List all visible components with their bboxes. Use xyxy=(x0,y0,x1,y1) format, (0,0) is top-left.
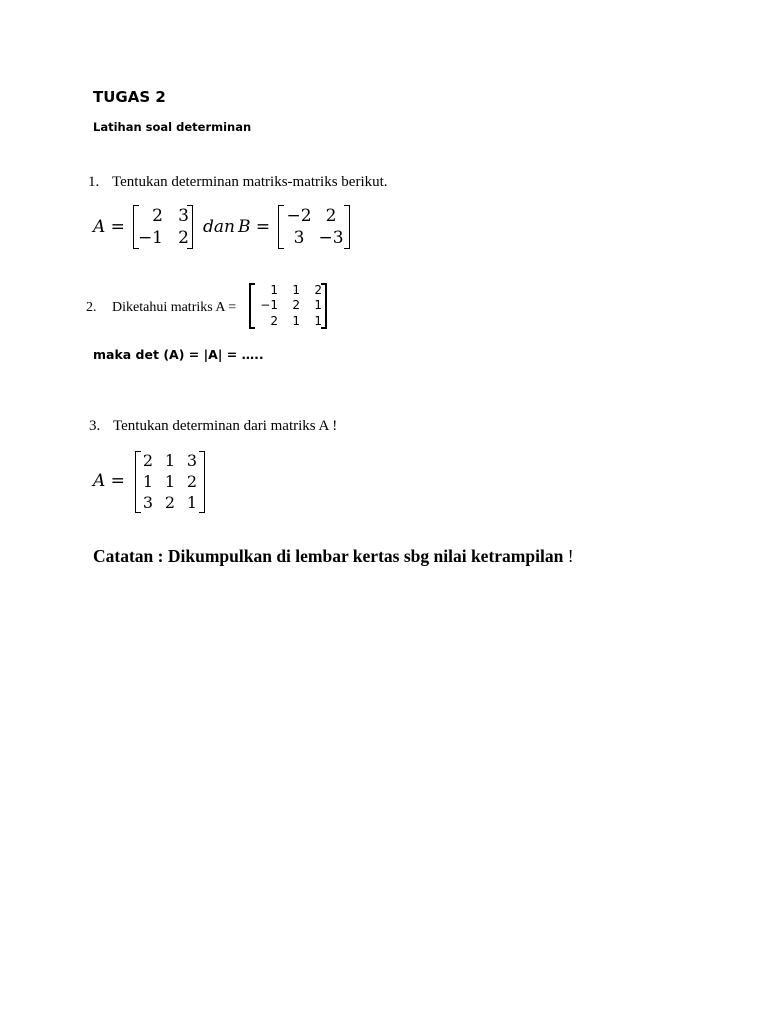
matrix-left-bracket xyxy=(135,451,141,513)
matrix-cell: 1 xyxy=(314,298,322,313)
question-1-matrix-b xyxy=(278,205,350,249)
matrix-cell: 2 xyxy=(270,313,278,328)
matrix-right-bracket xyxy=(321,283,327,329)
matrix-cell: 1 xyxy=(314,313,322,328)
matrix-right-bracket xyxy=(199,451,205,513)
matrix-cell: 1 xyxy=(164,451,176,471)
question-3-matrix-a xyxy=(135,451,205,513)
matrix-cell: 1 xyxy=(164,471,176,491)
matrix-cell: 2 xyxy=(178,228,189,248)
matrix-left-bracket xyxy=(133,205,139,249)
matrix-cell: −1 xyxy=(260,298,278,313)
matrix-cell: 3 xyxy=(186,451,198,471)
matrix-cell: 2 xyxy=(314,283,322,298)
page-title: TUGAS 2 xyxy=(93,88,166,106)
matrix-right-bracket xyxy=(344,205,350,249)
question-1-label-a: A = xyxy=(93,217,125,237)
matrix-cell: 1 xyxy=(270,283,278,298)
matrix-cell: −3 xyxy=(318,228,344,248)
question-1-number: 1. xyxy=(88,174,100,190)
page-subtitle: Latihan soal determinan xyxy=(93,120,252,134)
matrix-cell: 2 xyxy=(152,206,163,226)
matrix-cell: 2 xyxy=(325,206,337,226)
matrix-left-bracket xyxy=(249,283,255,329)
question-2-text: Diketahui matriks A = xyxy=(112,300,237,315)
question-1-text: Tentukan determinan matriks-matriks berikut. xyxy=(112,174,388,190)
matrix-cell: 1 xyxy=(292,313,300,328)
matrix-cell: 2 xyxy=(186,471,198,491)
question-3-label-a: A = xyxy=(93,471,125,491)
matrix-left-bracket xyxy=(278,205,284,249)
matrix-cell: 1 xyxy=(186,492,198,512)
matrix-cell: 3 xyxy=(178,206,189,226)
note-suffix: ! xyxy=(567,546,574,566)
note-text: Catatan : Dikumpulkan di lembar kertas sbg nilai ketrampilan xyxy=(93,546,564,566)
matrix-cell: −1 xyxy=(137,228,163,248)
matrix-cell: 2 xyxy=(142,451,154,471)
matrix-cell: 2 xyxy=(292,298,300,313)
matrix-cell: −2 xyxy=(286,206,312,226)
matrix-cell: 3 xyxy=(293,228,305,248)
note xyxy=(93,546,574,567)
question-2-det-text: maka det (A) = |A| = ….. xyxy=(93,347,264,362)
matrix-cell: 3 xyxy=(142,492,154,512)
question-3-text: Tentukan determinan dari matriks A ! xyxy=(113,418,338,434)
question-1-matrix-a xyxy=(133,205,193,249)
question-2-matrix-a xyxy=(249,283,327,329)
question-3 xyxy=(89,418,337,435)
question-2 xyxy=(86,300,236,316)
matrix-cell: 1 xyxy=(142,471,154,491)
question-2-number: 2. xyxy=(86,300,97,315)
matrix-cell: 1 xyxy=(292,283,300,298)
matrix-cell: 2 xyxy=(164,492,176,512)
question-3-number: 3. xyxy=(89,418,101,434)
question-1 xyxy=(88,174,388,191)
question-1-label-b: B = xyxy=(238,217,271,237)
question-1-connector: dan xyxy=(203,217,235,237)
matrix-right-bracket xyxy=(187,205,193,249)
